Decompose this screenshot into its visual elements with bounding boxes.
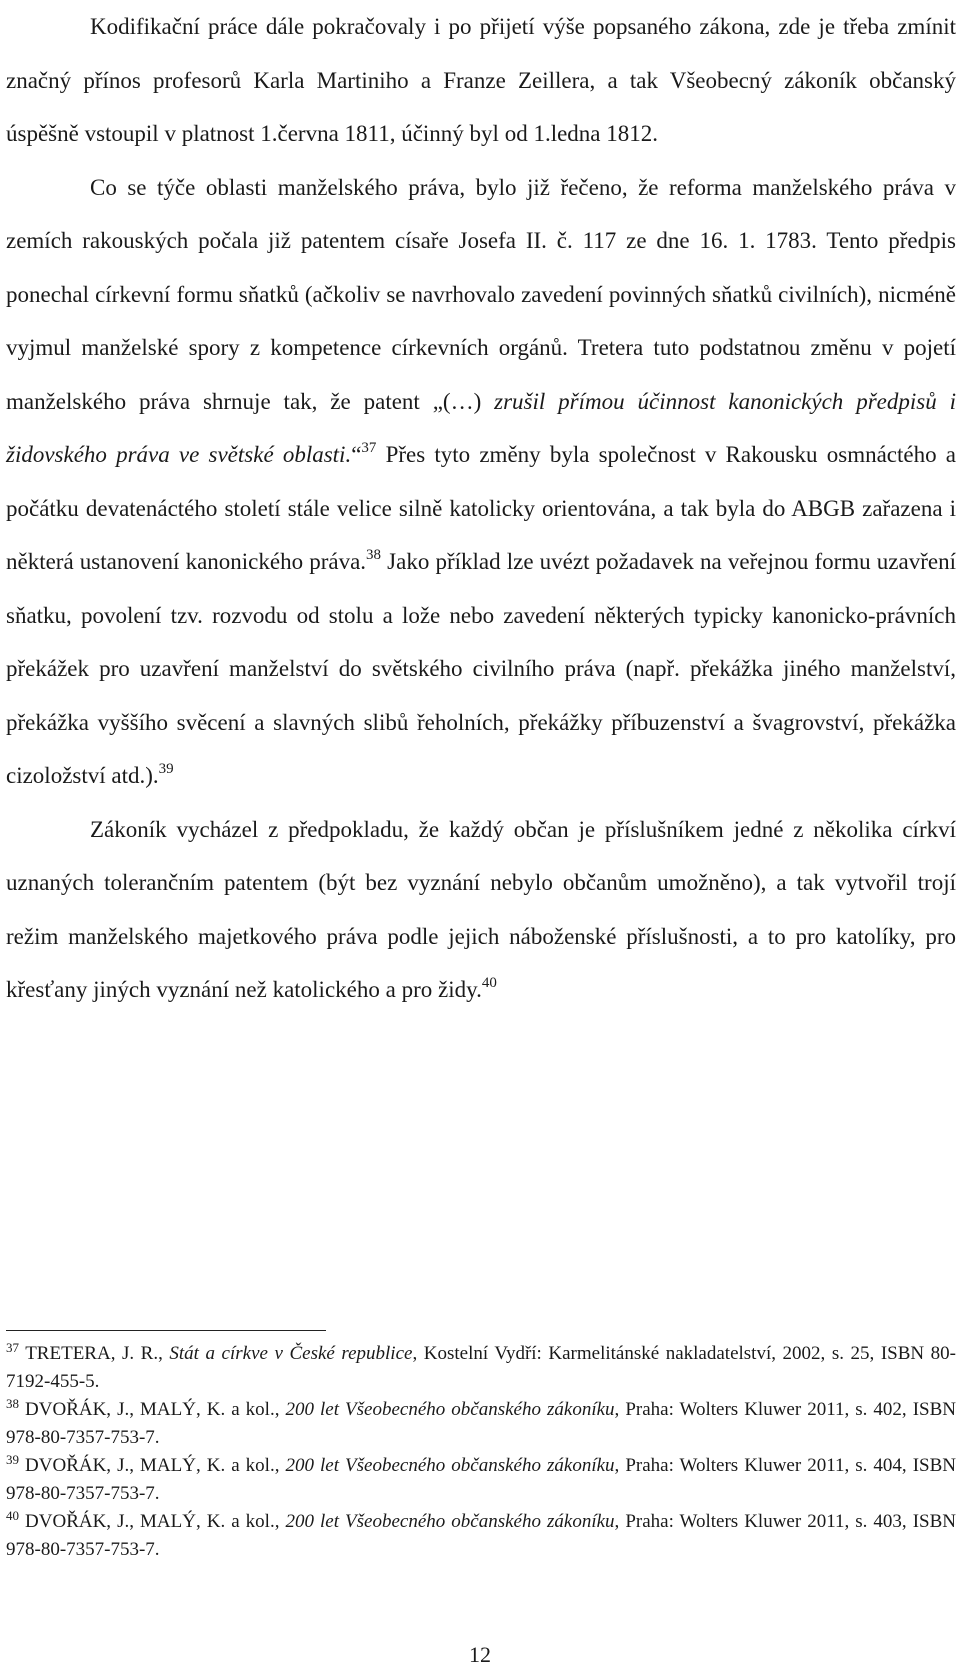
footnote-ref-39[interactable]: 39 — [158, 761, 174, 777]
footnote-publisher: , Praha: Wolters Kluwer 2011, s. 404, ISBN 978-80-7357-753-7. — [6, 1455, 956, 1504]
footnote — [6, 1396, 956, 1452]
footnote-number: 38 — [6, 1396, 19, 1411]
footnote-number: 37 — [6, 1340, 19, 1355]
footnote-author: DVOŘÁK, J., MALÝ, K. a kol., — [25, 1455, 286, 1476]
footnote-title: 200 let Všeobecného občanského zákoníku — [285, 1399, 615, 1420]
footnote — [6, 1340, 956, 1396]
footnote-title: 200 let Všeobecného občanského zákoníku — [285, 1511, 615, 1532]
footnote — [6, 1508, 956, 1564]
paragraph-2-text-d: Jako příklad lze uvézt požadavek na veřejnou formu uzavření sňatku, povolení tzv. rozvodu od stolu a lože nebo zavedení některých typicky kanonicko-právních překážek pro uzavření manželství do světského civilního práva (např. překážka jiného manželství, překážka vyššího svěcení a slavných slibů řeholních, překážky příbuzenství a švagrovství, překážka cizoložství atd.). — [6, 549, 956, 788]
body-text — [6, 0, 956, 1017]
footnote-number: 39 — [6, 1452, 19, 1467]
footnote-ref-40[interactable]: 40 — [481, 975, 497, 991]
closing-quote: “ — [351, 442, 362, 467]
footnote-title: Stát a církve v České republice — [169, 1343, 413, 1364]
footnote-author: TRETERA, J. R., — [25, 1343, 170, 1364]
footnote-author: DVOŘÁK, J., MALÝ, K. a kol., — [25, 1511, 286, 1532]
paragraph-2-text-a: Co se týče oblasti manželského práva, bylo již řečeno, že reforma manželského práva v zemích rakouských počala již patentem císaře Josefa II. č. 117 ze dne 16. 1. 1783. Tento předpis ponechal církevní formu sňatků (ačkoliv se navrhovalo zavedení povinných sňatků civilních), nicméně vyjmul manželské spory z kompetence církevních orgánů. Tretera tuto podstatnou změnu v pojetí manželského práva shrnuje tak, že patent „(…) — [6, 174, 956, 414]
footnote-number: 40 — [6, 1508, 19, 1523]
footnote-publisher: , Kostelní Vydří: Karmelitánské nakladatelství, 2002, s. 25, ISBN 80-7192-455-5. — [6, 1343, 956, 1392]
footnote-author: DVOŘÁK, J., MALÝ, K. a kol., — [25, 1399, 286, 1420]
footnote-publisher: , Praha: Wolters Kluwer 2011, s. 402, ISBN 978-80-7357-753-7. — [6, 1399, 956, 1448]
paragraph-3 — [6, 803, 956, 1017]
paragraph-2 — [6, 161, 956, 803]
page-number: 12 — [469, 1642, 491, 1667]
footnote-title: 200 let Všeobecného občanského zákoníku — [285, 1455, 615, 1476]
quoted-text: zrušil přímou účinnost kanonických předpisů i židovského práva ve světské oblasti. — [6, 388, 956, 467]
paragraph-1: Kodifikační práce dále pokračovaly i po přijetí výše popsaného zákona, zde je třeba zmínit značný přínos profesorů Karla Martiniho a Franze Zeillera, a tak Všeobecný zákoník občanský úspěšně vstoupil v platnost 1.června 1811, účinný byl od 1.ledna 1812. — [6, 14, 956, 146]
footnote-ref-38[interactable]: 38 — [366, 547, 382, 563]
footnote-publisher: , Praha: Wolters Kluwer 2011, s. 403, ISBN 978-80-7357-753-7. — [6, 1511, 956, 1560]
footnote — [6, 1452, 956, 1508]
paragraph-2-text-c: Přes tyto změny byla společnost v Rakousku osmnáctého a počátku devatenáctého století stále velice silně katolicky orientována, a tak byla do ABGB zařazena i některá ustanovení kanonického práva. — [6, 442, 956, 574]
footnote-ref-37[interactable]: 37 — [361, 440, 377, 456]
paragraph-3-text: Zákoník vycházel z předpokladu, že každý občan je příslušníkem jedné z několika církví uznaných tolerančním patentem (být bez vyznání nebylo občanům umožněno), a tak vytvořil trojí režim manželského majetkového práva podle jejich náboženské příslušnosti, a to pro katolíky, pro křesťany jiných vyznání než katolického a pro židy. — [6, 816, 956, 1002]
footnote-separator — [6, 1330, 326, 1331]
footnotes — [6, 1340, 956, 1564]
